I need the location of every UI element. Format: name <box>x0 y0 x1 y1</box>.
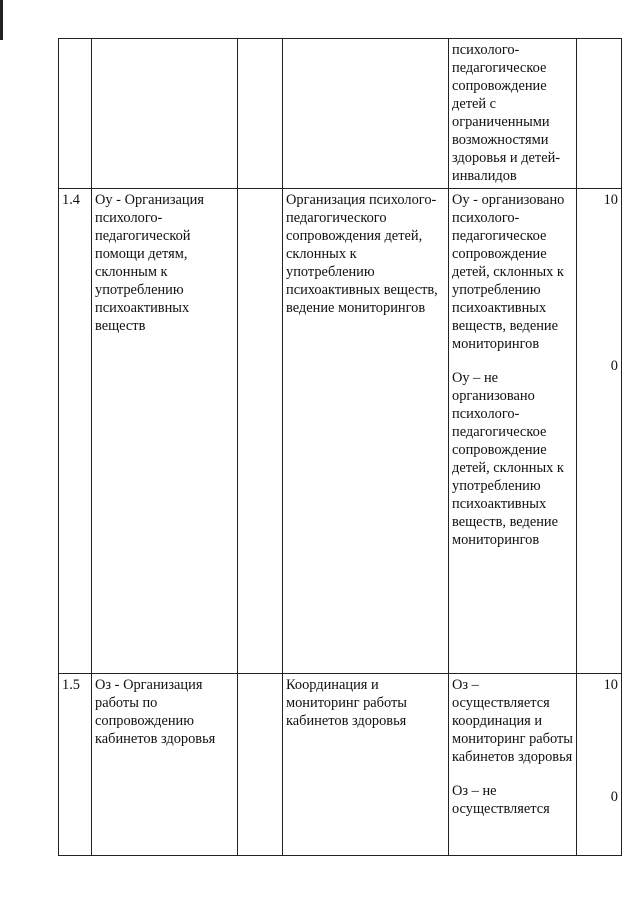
criterion-text: Оу – не организовано психолого-педагогическое сопровождение детей, склонных к употреблению психоактивных веществ, ведение мониторингов <box>452 370 564 548</box>
criteria-table <box>58 38 622 856</box>
score-value: 0 <box>610 789 618 805</box>
indicator-description: Координация и мониторинг работы кабинетов здоровья <box>283 674 449 856</box>
row-number: 1.5 <box>59 674 92 856</box>
criterion-cell <box>449 39 577 189</box>
row-number: 1.4 <box>59 189 92 674</box>
scan-edge-mark <box>0 0 3 40</box>
score-value: 0 <box>610 358 618 374</box>
criterion-text: Оу - организовано психолого-педагогическое сопровождение детей, склонных к употреблению психоактивных веществ, ведение мониторингов <box>452 192 565 352</box>
criterion-text: Оз – осуществляется координация и мониторинг работы кабинетов здоровья <box>452 677 573 765</box>
indicator-description: Организация психолого-педагогического сопровождения детей, склонных к употреблению психоактивных веществ, ведение мониторингов <box>283 189 449 674</box>
criterion-text: Оз – не осуществляется <box>452 783 550 817</box>
score-cell <box>577 189 622 674</box>
empty-cell <box>238 189 283 674</box>
empty-cell <box>238 39 283 189</box>
indicator-description <box>283 39 449 189</box>
score-cell <box>577 674 622 856</box>
row-number <box>59 39 92 189</box>
score-value: 10 <box>603 677 618 693</box>
empty-cell <box>238 674 283 856</box>
score-value: 10 <box>603 192 618 208</box>
indicator-name: Оз - Организация работы по сопровождению кабинетов здоровья <box>92 674 238 856</box>
indicator-name <box>92 39 238 189</box>
table-row <box>59 39 622 189</box>
score-cell <box>577 39 622 189</box>
indicator-name: Оу - Организация психолого-педагогической помощи детям, склонным к употреблению психоактивных веществ <box>92 189 238 674</box>
table-row <box>59 189 622 674</box>
criterion-cell <box>449 189 577 674</box>
criterion-text: психолого-педагогическое сопровождение детей с ограниченными возможностями здоровья и детей-инвалидов <box>452 42 561 184</box>
table-row <box>59 674 622 856</box>
criterion-cell <box>449 674 577 856</box>
